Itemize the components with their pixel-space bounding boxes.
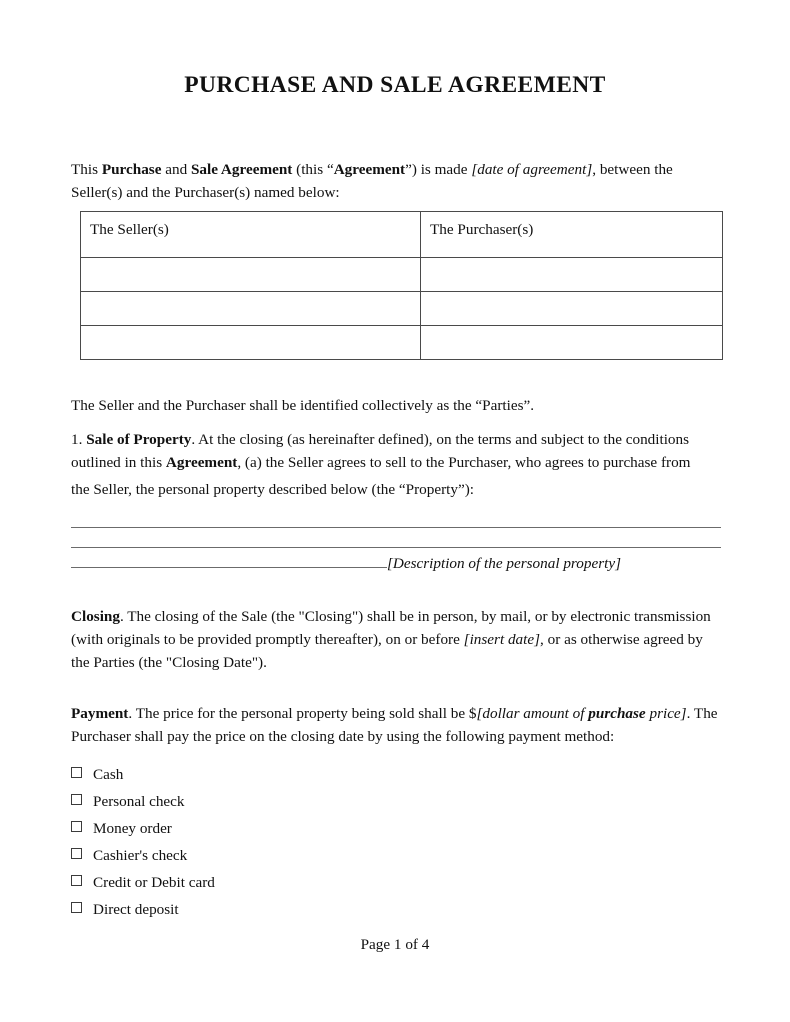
blank-rule[interactable] xyxy=(71,552,387,568)
closing-clause-heading: Closing xyxy=(71,608,120,625)
table-row[interactable] xyxy=(81,326,723,360)
payment-method-label: Cash xyxy=(93,766,124,783)
description-rule-line-2[interactable] xyxy=(71,532,723,552)
sale-clause-heading: Sale of Property xyxy=(86,431,192,448)
intro-bold-sale-agreement: Sale Agreement xyxy=(190,161,293,178)
closing-clause-body-1: . The closing of the Sale (the "Closing") shall be in person, by mail, or by electronic transmission (with originals to be provided promptly thereafter), on or before xyxy=(71,608,711,649)
sale-clause-body-2: , (a) the Seller agrees to sell to the Purchaser, who agrees to purchase from xyxy=(237,454,691,472)
closing-clause-text xyxy=(71,605,723,674)
payment-method-cashiers-check[interactable] xyxy=(71,842,471,869)
intro-text xyxy=(71,158,723,204)
parties-table xyxy=(80,211,723,360)
table-header-seller: The Seller(s) xyxy=(81,212,421,258)
sale-clause-body-1: . At the closing (as hereinafter defined), on the terms and subject to the conditions outlined in this xyxy=(71,431,690,472)
table-cell-seller-3[interactable] xyxy=(81,326,421,360)
payment-amount-placeholder-2: price] xyxy=(645,705,687,722)
payment-amount-placeholder-1: [dollar amount of xyxy=(476,705,589,722)
payment-method-label: Credit or Debit card xyxy=(93,874,215,891)
checkbox-icon[interactable] xyxy=(71,767,82,778)
checkbox-icon[interactable] xyxy=(71,821,82,832)
payment-method-direct-deposit[interactable] xyxy=(71,896,471,923)
sale-clause-bold-agreement: Agreement xyxy=(165,454,238,472)
description-caption: [Description of the personal property] xyxy=(387,555,621,572)
closing-date-placeholder: [insert date] xyxy=(463,631,541,649)
payment-method-personal-check[interactable] xyxy=(71,788,471,815)
payment-method-list xyxy=(71,761,471,923)
sale-clause-text xyxy=(71,428,723,474)
sale-clause-body-3: the Seller, the personal property described below (the “Property”): xyxy=(71,481,474,499)
page-title: PURCHASE AND SALE AGREEMENT xyxy=(184,72,606,98)
checkbox-icon[interactable] xyxy=(71,875,82,886)
table-cell-seller-1[interactable] xyxy=(81,258,421,292)
checkbox-icon[interactable] xyxy=(71,794,82,805)
property-description-lines xyxy=(71,512,723,572)
payment-method-money-order[interactable] xyxy=(71,815,471,842)
payment-clause-body-1: . The price for the personal property being sold shall be $ xyxy=(128,705,477,722)
closing-clause-body-2: , or as otherwise agreed by the Parties (the "Closing Date"). xyxy=(71,631,703,672)
checkbox-icon[interactable] xyxy=(71,848,82,859)
intro-bold-purchase: Purchase xyxy=(101,161,162,178)
payment-clause-text xyxy=(71,702,723,748)
payment-clause-heading: Payment xyxy=(71,705,129,722)
parties-table-body xyxy=(81,212,723,360)
payment-method-label: Cashier's check xyxy=(93,847,188,864)
table-cell-seller-2[interactable] xyxy=(81,292,421,326)
table-row-header xyxy=(81,212,723,258)
table-cell-purchaser-1[interactable] xyxy=(421,258,723,292)
payment-clause xyxy=(71,702,723,748)
blank-rule[interactable] xyxy=(71,512,721,528)
sale-clause-number: 1. xyxy=(71,431,87,448)
intro-paragraph xyxy=(71,158,723,204)
checkbox-icon[interactable] xyxy=(71,902,82,913)
payment-method-cash[interactable] xyxy=(71,761,471,788)
table-row[interactable] xyxy=(81,292,723,326)
description-rule-line-3[interactable] xyxy=(71,552,723,572)
parties-note-text: The Seller and the Purchaser shall be identified collectively as the “Parties”. xyxy=(71,397,535,414)
closing-clause xyxy=(71,605,723,674)
blank-rule[interactable] xyxy=(71,532,721,548)
intro-date-placeholder: [date of agreement] xyxy=(471,161,593,178)
intro-seg-5: , between the Seller(s) and the Purchaser(s) named below: xyxy=(71,161,673,202)
payment-method-credit-or-debit-card[interactable] xyxy=(71,869,471,896)
payment-method-label: Direct deposit xyxy=(93,901,179,918)
table-header-purchaser: The Purchaser(s) xyxy=(421,212,723,258)
table-cell-purchaser-2[interactable] xyxy=(421,292,723,326)
payment-method-label: Personal check xyxy=(93,793,185,810)
intro-seg-2: and xyxy=(161,161,191,178)
table-cell-purchaser-3[interactable] xyxy=(421,326,723,360)
payment-amount-bold-purchase: purchase xyxy=(588,705,646,722)
payment-clause-body-2: . The Purchaser shall pay the price on the closing date by using the following payment method: xyxy=(71,705,718,746)
payment-method-label: Money order xyxy=(93,820,172,837)
table-row[interactable] xyxy=(81,258,723,292)
intro-bold-agreement: Agreement xyxy=(333,161,406,178)
intro-seg-3: (this “ xyxy=(292,161,334,178)
description-rule-line-1[interactable] xyxy=(71,512,723,532)
page-footer: Page 1 of 4 xyxy=(360,936,430,953)
sale-of-property-clause xyxy=(71,428,723,501)
intro-seg-4: ”) is made xyxy=(405,161,472,178)
parties-note-paragraph xyxy=(71,394,723,417)
intro-seg-1: This xyxy=(71,161,102,178)
